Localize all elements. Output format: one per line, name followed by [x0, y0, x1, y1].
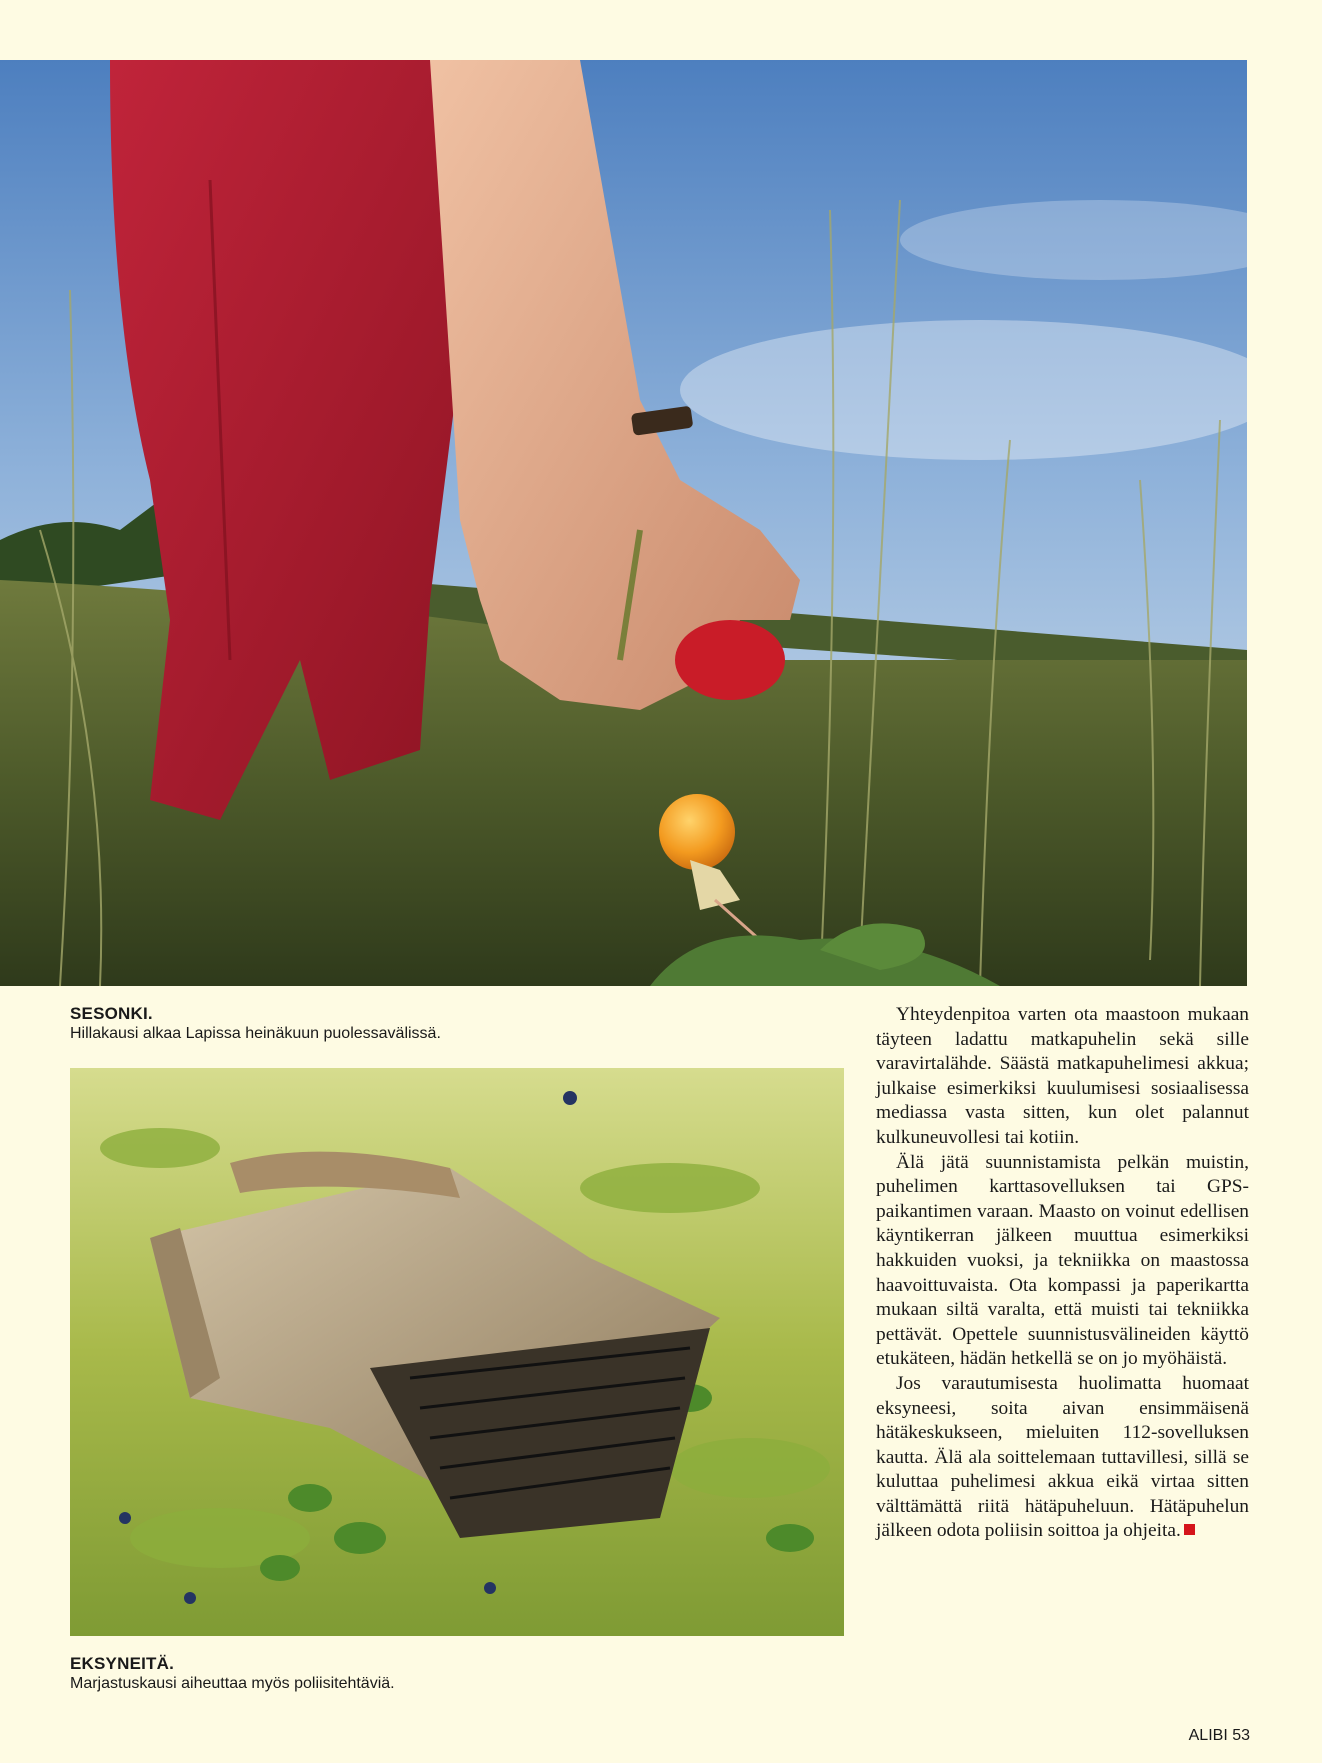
- bottom-caption-heading: EKSYNEITÄ.: [70, 1654, 175, 1673]
- body-paragraph-3: [876, 1372, 1249, 1544]
- end-mark-icon: [1184, 1524, 1195, 1535]
- body-paragraph-3-text: Jos varautumisesta huolimatta huomaat eksyneesi, soita aivan ensimmäisenä hätäkeskukseen, mieluiten 112-sovelluksen kautta. Älä ala soittelemaan tuttavillesi, sillä se kuluttaa puhelimesi akkua eikä virtaa sitten välttämättä riitä hätäpuheluun. Hätäpuhelun jälkeen odota poliisin soittoa ja ohjeita.: [876, 1372, 1249, 1542]
- top-caption-text: Hillakausi alkaa Lapissa heinäkuun puolessavälissä.: [70, 1025, 441, 1042]
- article-body: [876, 1003, 1249, 1544]
- cloudberry-picking-illustration: [0, 60, 1247, 986]
- body-paragraph-1: Yhteydenpitoa varten ota maastoon mukaan täyteen ladattu matkapuhelin sekä sille varavirtalähde. Säästä matkapuhelimesi akkua; julkaise esimerkiksi kuulumisesi sosiaalisessa mediassa vasta sitten, kun olet palannut kulkuneuvollesi tai kotiin.: [876, 1004, 1249, 1148]
- bottom-caption-text: Marjastuskausi aiheuttaa myös poliisitehtäviä.: [70, 1675, 395, 1692]
- cloudberry-picking-photo: [0, 60, 1247, 986]
- bottom-photo-caption: [70, 1654, 395, 1693]
- top-caption-heading: SESONKI.: [70, 1004, 153, 1023]
- berry-picker-illustration: [70, 1068, 844, 1636]
- top-photo-caption: [70, 1004, 441, 1043]
- page-folio: ALIBI 53: [1188, 1727, 1250, 1744]
- berry-picker-scoop-photo: [70, 1068, 844, 1636]
- body-paragraph-2: Älä jätä suunnistamista pelkän muistin, puhelimen karttasovelluksen tai GPS-paikantimen varaan. Maasto on voinut edellisen käyntikerran jälkeen muuttua esimerkiksi hakkuiden vuoksi, ja tekniikka on maastossa haavoittuvaista. Ota kompassi ja paperikartta mukaan siltä varalta, että muisti tai tekniikka pettävät. Opettele suunnistusvälineiden käyttö etukäteen, hädän hetkellä se on jo myöhäistä.: [876, 1151, 1249, 1370]
